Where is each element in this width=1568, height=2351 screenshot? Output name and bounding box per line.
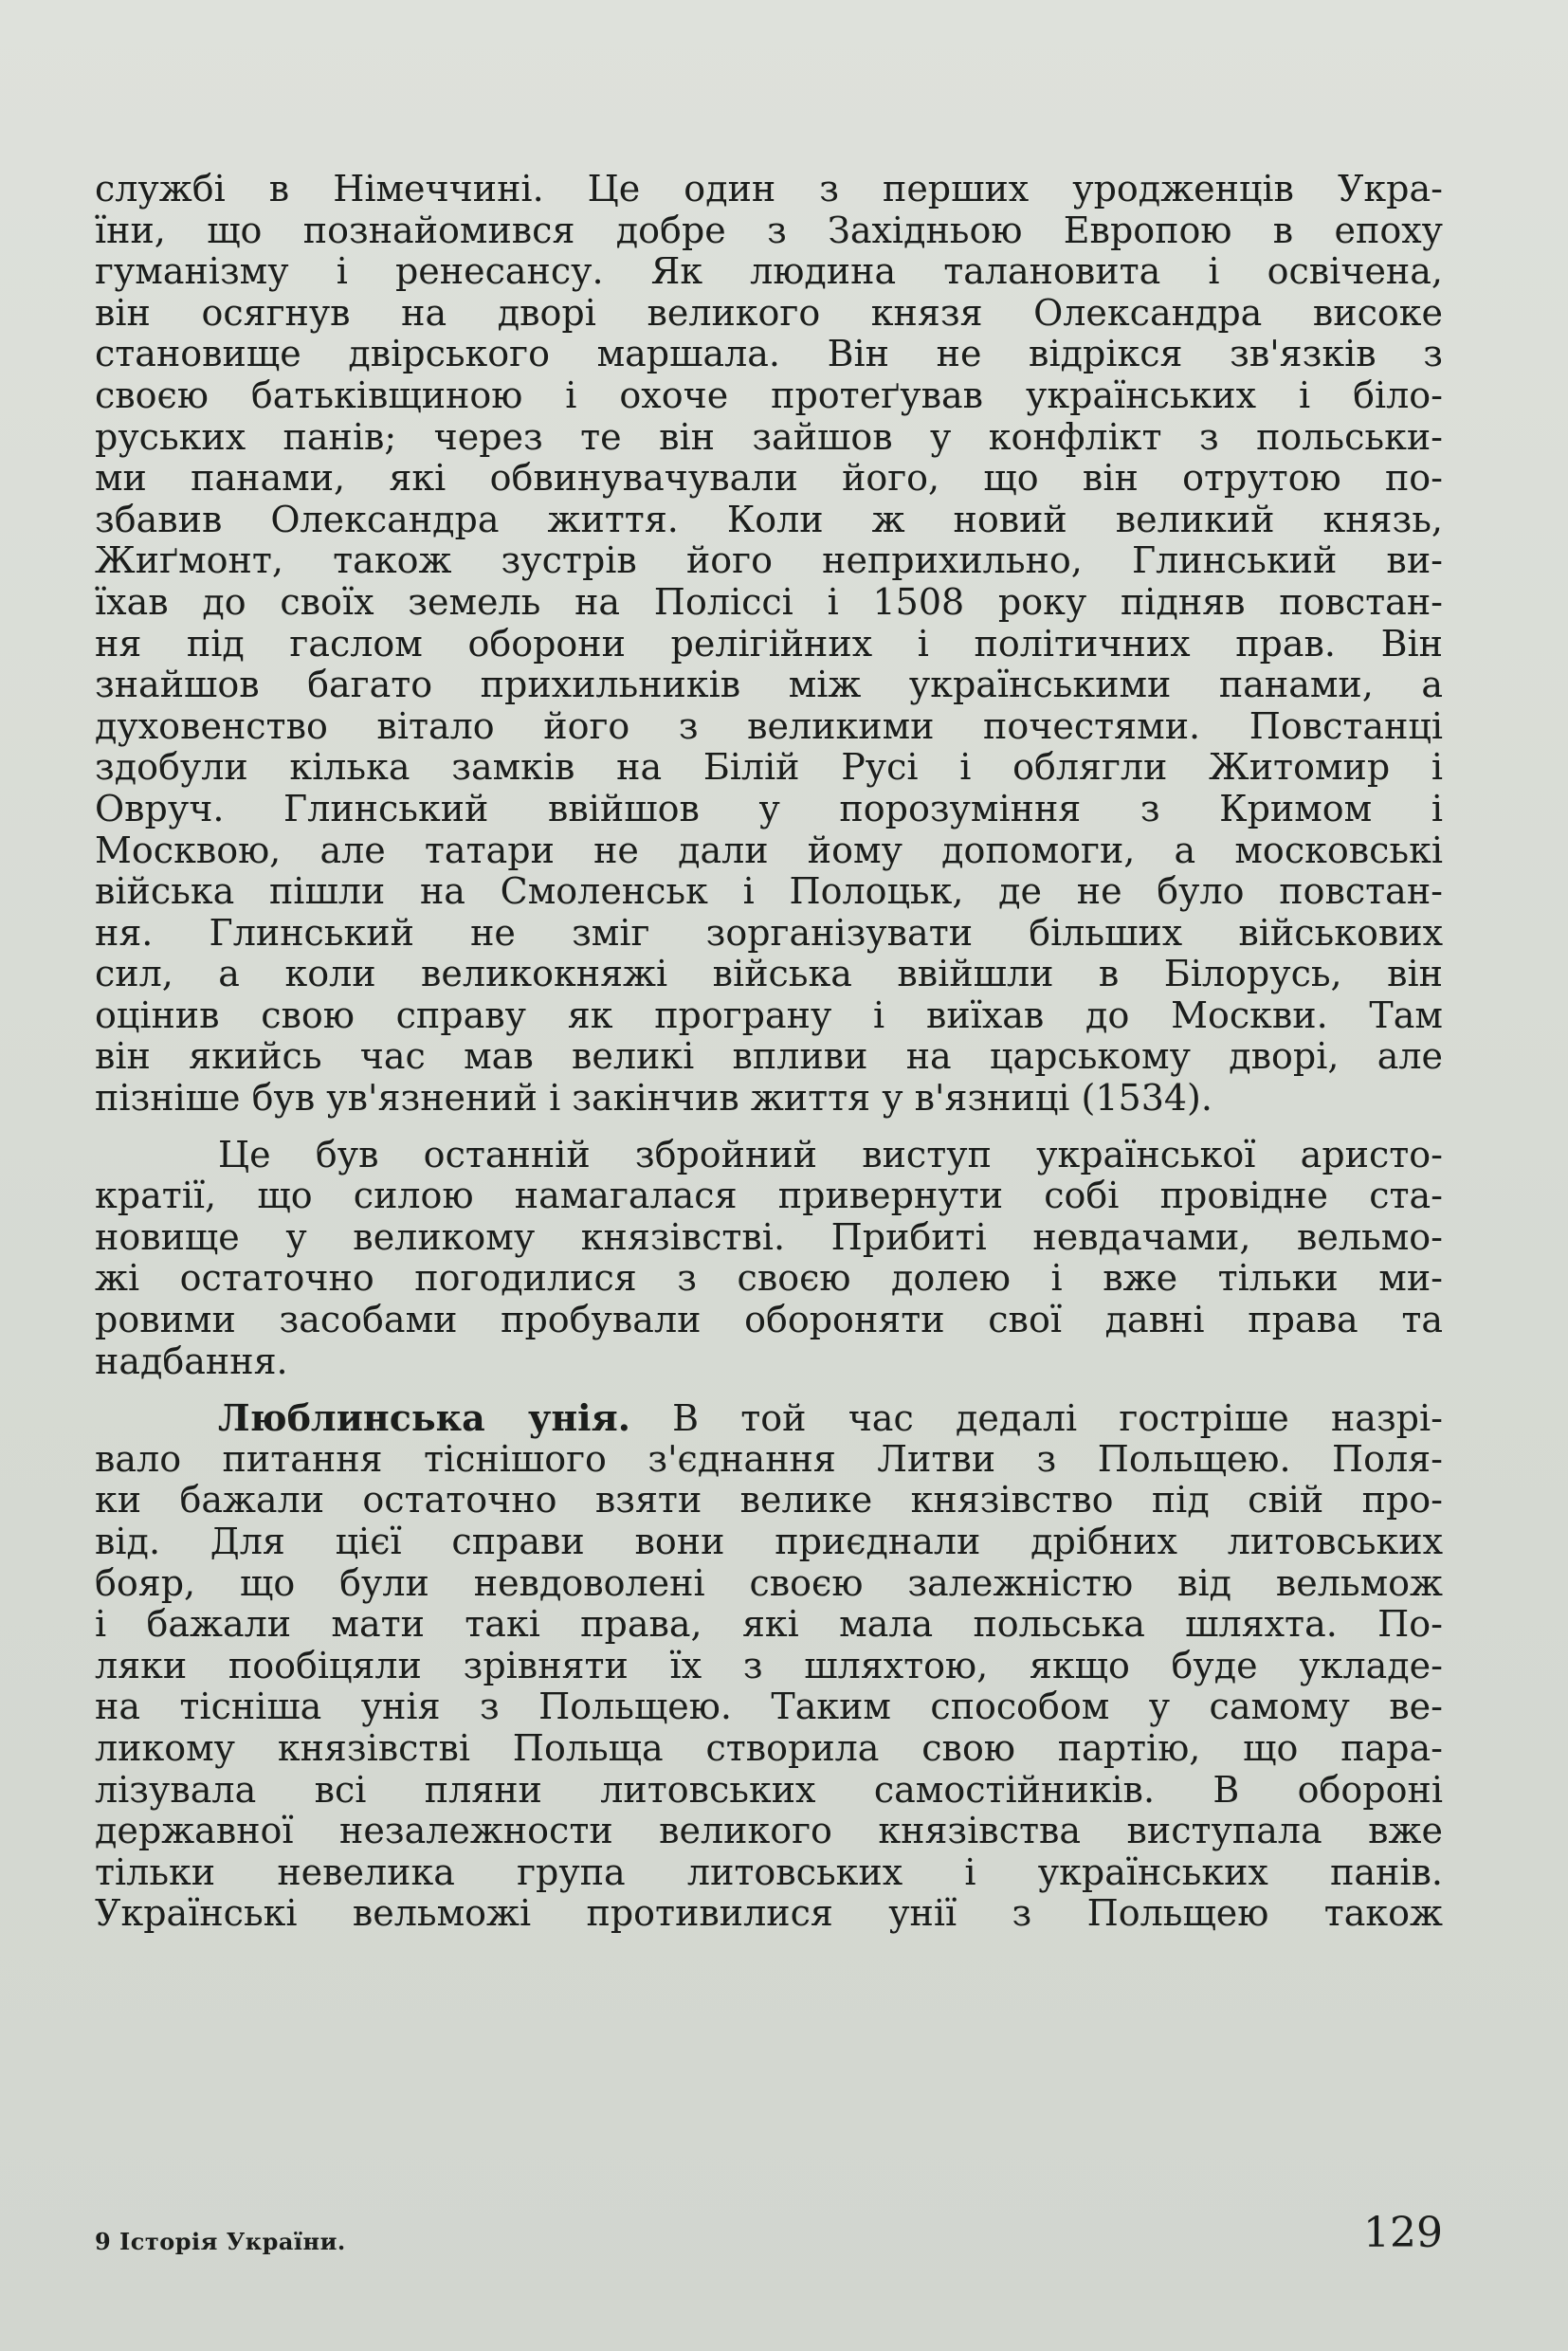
page-footer (95, 2209, 1443, 2266)
section-heading: Люблинська унія. (218, 1397, 630, 1439)
text-line: їхав до своїх земель на Поліссі і 1508 року підняв повстан- (95, 581, 1443, 623)
text-line: Це був останній збройний виступ української аристо- (218, 1134, 1443, 1176)
text-line: бояр, що були невдоволені своєю залежністю від вельмож (95, 1562, 1443, 1604)
page-number: 129 (1363, 2209, 1443, 2257)
text-line: кратії, що силою намагалася привернути собі провідне ста- (95, 1176, 1443, 1217)
text-line: ляки пообіцяли зрівняти їх з шляхтою, якщо буде укладе- (95, 1645, 1443, 1686)
text-line: своєю батьківщиною і охоче протеґував українських і біло- (95, 374, 1443, 416)
text-line: духовенство вітало його з великими почестями. Повстанці (95, 705, 1443, 747)
text-line: здобули кілька замків на Білій Русі і облягли Житомир і (95, 747, 1443, 789)
text-line: знайшов багато прихильників між українськими панами, а (95, 665, 1443, 706)
text-line: ми панами, які обвинувачували його, що він отрутою по- (95, 458, 1443, 500)
text-line: їни, що познайомився добре з Західньою Европою в епоху (95, 210, 1443, 251)
text-line: гуманізму і ренесансу. Як людина талановита і освічена, (95, 251, 1443, 293)
text-line: надбання. (95, 1340, 288, 1382)
text-line: ровими засобами пробували обороняти свої давні права та (95, 1300, 1443, 1341)
text-line: вало питання тіснішого з'єднання Литви з Польщею. Поля- (95, 1438, 1443, 1480)
text-line: службі в Німеччині. Це один з перших уродженців Укра- (95, 169, 1443, 210)
text-line: Жиґмонт, також зустрів його неприхильно, Глинський ви- (95, 540, 1443, 582)
text-run: В той час дедалі гостріше назрі- (629, 1397, 1443, 1439)
text-line: руських панів; через те він зайшов у конфлікт з польськи- (95, 416, 1443, 458)
printer-signature: 9 Історія України. (95, 2228, 346, 2255)
text-line: на тісніша унія з Польщею. Таким способом у самому ве- (95, 1686, 1443, 1728)
text-line: лізувала всі пляни литовських самостійників. В обороні (95, 1769, 1443, 1811)
text-line: збавив Олександра життя. Коли ж новий великий князь, (95, 499, 1443, 540)
text-line: і бажали мати такі права, які мала польська шляхта. По- (95, 1604, 1443, 1646)
text-line: сил, а коли великокняжі війська ввійшли в Білорусь, він (95, 954, 1443, 995)
text-line: новище у великому князівстві. Прибиті невдачами, вельмо- (95, 1216, 1443, 1258)
text-line: жі остаточно погодилися з своєю долею і вже тільки ми- (95, 1258, 1443, 1300)
text-line (95, 1397, 1443, 1439)
text-line: тільки невелика група литовських і українських панів. (95, 1851, 1443, 1893)
text-line: становище двірського маршала. Він не відрікся зв'язків з (95, 334, 1443, 375)
text-line: Москвою, але татари не дали йому допомоги, а московські (95, 829, 1443, 871)
text-line: пізніше був ув'язнений і закінчив життя у в'язниці (1534). (95, 1078, 1212, 1120)
text-line: оцінив свою справу як програну і виїхав до Москви. Там (95, 994, 1443, 1036)
text-line: він осягнув на дворі великого князя Олександра високе (95, 292, 1443, 334)
paragraph-1 (95, 169, 1443, 1120)
text-line: ликому князівстві Польща створила свою партію, що пара- (95, 1727, 1443, 1769)
text-line: Овруч. Глинський ввійшов у порозуміння з Кримом і (95, 788, 1443, 829)
text-line: війська пішли на Смоленськ і Полоцьк, де не було повстан- (95, 871, 1443, 913)
paragraph-2 (95, 1135, 1443, 1383)
text-line: Українські вельможі противилися унії з Польщею також (95, 1893, 1443, 1935)
text-line: від. Для цієї справи вони приєднали дрібних литовських (95, 1522, 1443, 1562)
text-line: ки бажали остаточно взяти велике князівство під свій про- (95, 1480, 1443, 1522)
body-text (95, 169, 1443, 1935)
paragraph-3 (95, 1397, 1443, 1935)
text-line: державної незалежности великого князівства виступала вже (95, 1811, 1443, 1852)
text-line: ня під гаслом оборони релігійних і політичних прав. Він (95, 623, 1443, 665)
text-line: він якийсь час мав великі впливи на царському дворі, але (95, 1036, 1443, 1078)
text-line: ня. Глинський не зміг зорганізувати більших військових (95, 912, 1443, 954)
